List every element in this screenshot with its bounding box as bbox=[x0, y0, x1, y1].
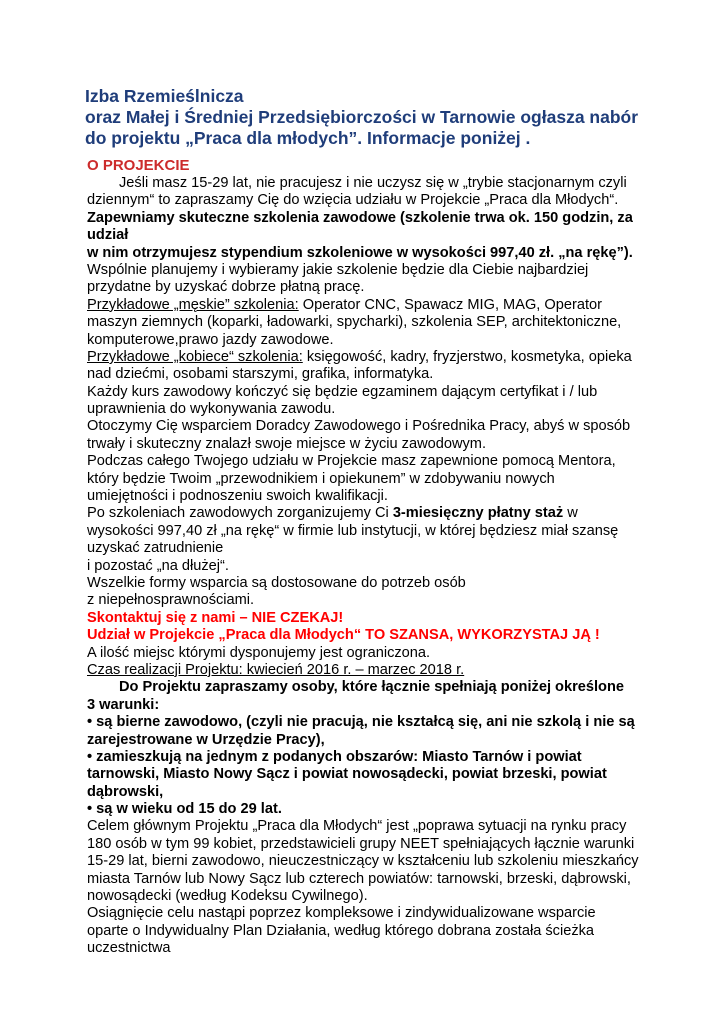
condition-bullet: • zamieszkują na jednym z podanych obszarów: Miasto Tarnów i powiat bbox=[87, 748, 582, 765]
eligibility-intro-line: Do Projektu zapraszamy osoby, które łącznie spełniają poniżej określone bbox=[119, 679, 624, 696]
intro-line: Jeśli masz 15-29 lat, nie pracujesz i nie uczysz się w „trybie stacjonarnym czyli bbox=[119, 175, 627, 191]
internship-text: Po szkoleniach zawodowych zorganizujemy Ci bbox=[87, 505, 393, 522]
mentor-line: umiejętności i podnoszeniu swoich kwalifikacji. bbox=[87, 488, 388, 505]
intro-line: dziennym“ to zapraszamy Cię do wzięcia udziału w Projekcie „Praca dla Młodych“. bbox=[87, 192, 619, 209]
section-title: O PROJEKCIE bbox=[87, 157, 190, 174]
support-line: Osiągnięcie celu nastąpi poprzez kompleksowe i zindywidualizowane wsparcie bbox=[87, 905, 596, 922]
contact-alert: Skontaktuj się z nami – NIE CZEKAJ! bbox=[87, 609, 344, 626]
exam-line: uprawnienia do wykonywania zawodu. bbox=[87, 401, 336, 418]
internship-highlight: 3-miesięczny płatny staż bbox=[392, 505, 564, 522]
eligibility-intro-line: 3 warunki: bbox=[87, 696, 160, 713]
support-line: uczestnictwa bbox=[87, 940, 171, 957]
condition-bullet: tarnowski, Miasto Nowy Sącz i powiat nowosądecki, powiat brzeski, powiat bbox=[87, 766, 607, 783]
mentor-line: Podczas całego Twojego udziału w Projekcie masz zapewnione pomocą Mentora, bbox=[87, 453, 616, 470]
project-period-line: Czas realizacji Projektu: kwiecień 2016 r. – marzec 2018 r. bbox=[87, 661, 465, 678]
male-trainings-line bbox=[87, 297, 687, 314]
male-trainings-line: komputerowe,prawo jazdy zawodowe. bbox=[87, 331, 334, 348]
accessibility-line: z niepełnosprawnościami. bbox=[87, 592, 255, 609]
condition-bullet: zarejestrowane w Urzędzie Pracy), bbox=[87, 731, 325, 748]
condition-bullet: • są bierne zawodowo, (czyli nie pracują, nie kształcą się, ani nie szkolą i nie są bbox=[87, 714, 635, 731]
heading-line-1: Izba Rzemieślnicza bbox=[85, 86, 244, 106]
condition-bullet: dąbrowski, bbox=[87, 783, 164, 800]
internship-line: uzyskać zatrudnienie bbox=[87, 540, 224, 557]
internship-line: i pozostać „na dłużej“. bbox=[87, 557, 229, 574]
document-heading bbox=[85, 86, 705, 149]
heading-line-3: do projektu „Praca dla młodych”. Informacje poniżej . bbox=[85, 128, 531, 148]
planning-line: przydatne by uzyskać dobrze płatną pracę. bbox=[87, 279, 365, 296]
exam-line: Każdy kurs zawodowy kończyć się będzie egzaminem dającym certyfikat i / lub bbox=[87, 383, 598, 400]
male-trainings-label: Przykładowe „męskie” szkolenia: bbox=[87, 296, 299, 313]
internship-text: w bbox=[563, 505, 578, 522]
internship-line: wysokości 997,40 zł „na rękę“ w firmie lub instytucji, w której będziesz miał szansę bbox=[87, 522, 619, 539]
accessibility-line: Wszelkie formy wsparcia są dostosowane do potrzeb osób bbox=[87, 574, 466, 591]
internship-line bbox=[87, 505, 687, 522]
goal-line: miasta Tarnów lub Nowy Sącz lub czterech powiatów: tarnowski, brzeski, dąbrowski, bbox=[87, 870, 631, 887]
condition-bullet: • są w wieku od 15 do 29 lat. bbox=[87, 801, 282, 818]
male-trainings-line: maszyn ziemnych (koparki, ładowarki, spycharki), szkolenia SEP, architektoniczne, bbox=[87, 314, 622, 331]
goal-line: 15-29 lat, bierni zawodowo, nieuczestniczący w kształceniu lub szkoleniu mieszkańcy bbox=[87, 853, 639, 870]
training-offer-line: Zapewniamy skuteczne szkolenia zawodowe (szkolenie trwa ok. 150 godzin, za bbox=[87, 209, 633, 226]
support-line: oparte o Indywidualny Plan Działania, według którego dobrana została ścieżka bbox=[87, 922, 595, 939]
planning-line: Wspólnie planujemy i wybieramy jakie szkolenie będzie dla Ciebie najbardziej bbox=[87, 261, 589, 278]
limited-places-line: A ilość miejsc którymi dysponujemy jest ograniczona. bbox=[87, 644, 431, 661]
body-text bbox=[87, 175, 687, 958]
goal-line: Celem głównym Projektu „Praca dla Młodych“ jest „poprawa sytuacji na rynku pracy bbox=[87, 818, 627, 835]
female-trainings-line: nad dziećmi, osobami starszymi, grafika, informatyka. bbox=[87, 366, 434, 383]
advisor-line: Otoczymy Cię wsparciem Doradcy Zawodowego i Pośrednika Pracy, abyś w sposób bbox=[87, 418, 631, 435]
goal-line: 180 osób w tym 99 kobiet, przedstawicieli grupy NEET spełniających łącznie warunki bbox=[87, 835, 635, 852]
heading-line-2: oraz Małej i Średniej Przedsiębiorczości w Tarnowie ogłasza nabór bbox=[85, 107, 639, 127]
female-trainings-line bbox=[87, 349, 687, 366]
training-offer-line: udział bbox=[87, 227, 129, 244]
female-trainings-label: Przykładowe „kobiece“ szkolenia: bbox=[87, 348, 303, 365]
female-trainings-list: księgowość, kadry, fryzjerstwo, kosmetyka, opieka bbox=[302, 348, 632, 365]
male-trainings-list: Operator CNC, Spawacz MIG, MAG, Operator bbox=[298, 296, 602, 313]
mentor-line: który będzie Twoim „przewodnikiem i opiekunem” w zdobywaniu nowych bbox=[87, 470, 555, 487]
advisor-line: trwały i skuteczny znalazł swoje miejsce w życiu zawodowym. bbox=[87, 435, 487, 452]
opportunity-alert: Udział w Projekcie „Praca dla Młodych“ TO SZANSA, WYKORZYSTAJ JĄ ! bbox=[87, 627, 600, 644]
stipend-line: w nim otrzymujesz stypendium szkoleniowe w wysokości 997,40 zł. „na rękę”). bbox=[87, 244, 633, 261]
goal-line: nowosądecki (według Kodeksu Cywilnego). bbox=[87, 888, 368, 905]
